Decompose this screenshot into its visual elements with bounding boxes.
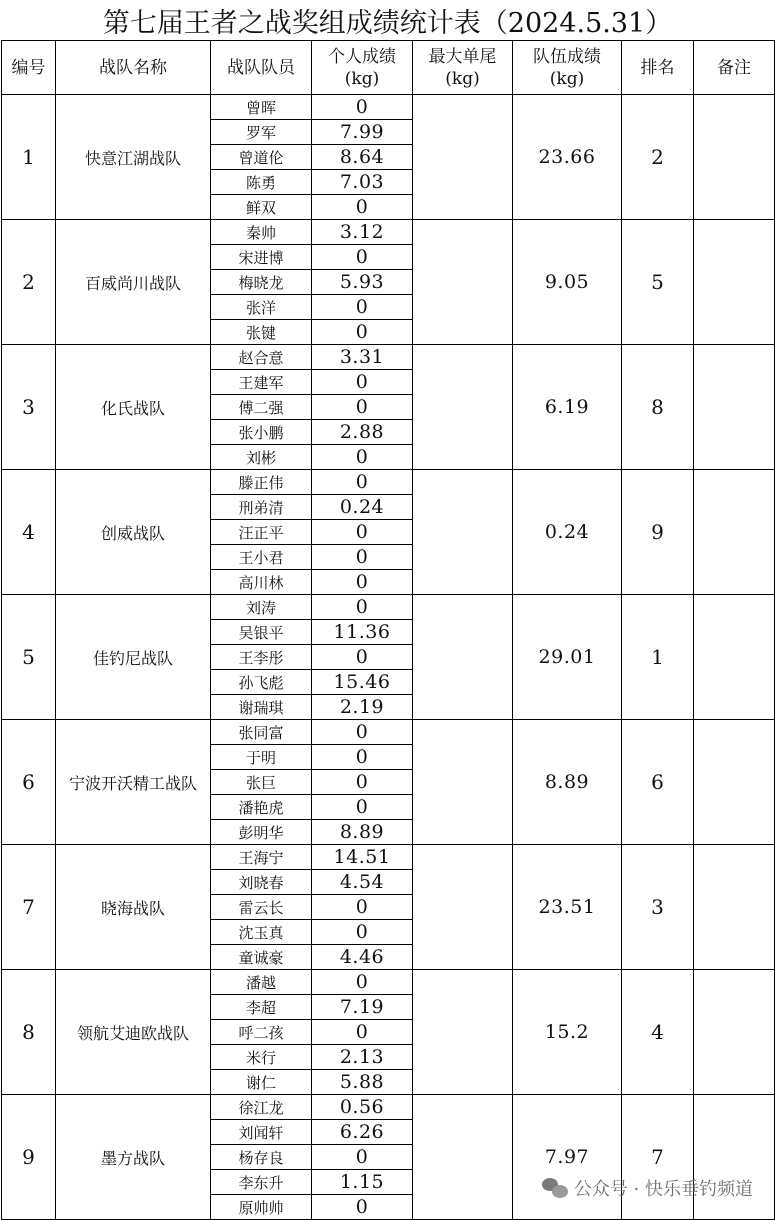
member-name: 原帅帅 xyxy=(211,1195,312,1220)
member-name: 彭明华 xyxy=(211,820,312,845)
team-score: 8.89 xyxy=(513,720,622,845)
member-score: 14.51 xyxy=(312,845,413,870)
team-index: 2 xyxy=(2,220,56,345)
member-name: 傅二强 xyxy=(211,395,312,420)
member-score: 0 xyxy=(312,795,413,820)
team-score: 29.01 xyxy=(513,595,622,720)
wechat-icon xyxy=(542,1178,568,1198)
member-name: 孙飞彪 xyxy=(211,670,312,695)
team-name: 晓海战队 xyxy=(56,845,211,970)
member-name: 王建军 xyxy=(211,370,312,395)
team-rank: 4 xyxy=(622,970,694,1095)
watermark xyxy=(542,1175,753,1201)
member-name: 张洋 xyxy=(211,295,312,320)
remark-cell xyxy=(694,95,775,220)
header-rank: 排名 xyxy=(622,41,694,95)
max-single-cell xyxy=(413,220,513,345)
team-name: 领航艾迪欧战队 xyxy=(56,970,211,1095)
member-name: 呼二孩 xyxy=(211,1020,312,1045)
max-single-cell xyxy=(413,595,513,720)
member-name: 潘越 xyxy=(211,970,312,995)
member-score: 4.54 xyxy=(312,870,413,895)
member-score: 0 xyxy=(312,645,413,670)
member-score: 4.46 xyxy=(312,945,413,970)
max-single-cell xyxy=(413,345,513,470)
member-name: 吴银平 xyxy=(211,620,312,645)
team-score: 15.2 xyxy=(513,970,622,1095)
member-score: 2.19 xyxy=(312,695,413,720)
member-score: 0 xyxy=(312,1020,413,1045)
header-row xyxy=(2,41,775,95)
member-name: 王小君 xyxy=(211,545,312,570)
max-single-cell xyxy=(413,970,513,1095)
remark-cell xyxy=(694,970,775,1095)
member-score: 0.24 xyxy=(312,495,413,520)
header-index: 编号 xyxy=(2,41,56,95)
team-rank: 8 xyxy=(622,345,694,470)
max-single-cell xyxy=(413,845,513,970)
header-personal-score: 个人成绩 (kg) xyxy=(312,41,413,95)
member-name: 于明 xyxy=(211,745,312,770)
member-score: 3.12 xyxy=(312,220,413,245)
max-single-cell xyxy=(413,470,513,595)
table-row xyxy=(2,595,775,620)
member-score: 1.15 xyxy=(312,1170,413,1195)
max-single-cell xyxy=(413,95,513,220)
max-single-cell xyxy=(413,1095,513,1220)
team-name: 宁波开沃精工战队 xyxy=(56,720,211,845)
member-name: 李东升 xyxy=(211,1170,312,1195)
member-name: 陈勇 xyxy=(211,170,312,195)
table-row xyxy=(2,970,775,995)
page-title: 第七届王者之战奖组成绩统计表（2024.5.31） xyxy=(102,7,673,39)
team-index: 3 xyxy=(2,345,56,470)
member-score: 2.13 xyxy=(312,1045,413,1070)
member-score: 8.89 xyxy=(312,820,413,845)
member-score: 3.31 xyxy=(312,345,413,370)
member-score: 0 xyxy=(312,970,413,995)
member-score: 8.64 xyxy=(312,145,413,170)
member-name: 曾道伦 xyxy=(211,145,312,170)
member-name: 张小鹏 xyxy=(211,420,312,445)
team-rank: 9 xyxy=(622,470,694,595)
remark-cell xyxy=(694,345,775,470)
header-remark: 备注 xyxy=(694,41,775,95)
team-name: 佳钓尼战队 xyxy=(56,595,211,720)
member-score: 7.03 xyxy=(312,170,413,195)
member-name: 杨存良 xyxy=(211,1145,312,1170)
member-score: 0 xyxy=(312,195,413,220)
member-name: 谢仁 xyxy=(211,1070,312,1095)
member-name: 徐江龙 xyxy=(211,1095,312,1120)
member-score: 5.93 xyxy=(312,270,413,295)
team-rank: 7 xyxy=(622,1095,694,1220)
member-name: 雷云长 xyxy=(211,895,312,920)
team-index: 8 xyxy=(2,970,56,1095)
header-max-single: 最大单尾 (kg) xyxy=(413,41,513,95)
remark-cell xyxy=(694,220,775,345)
member-score: 0.56 xyxy=(312,1095,413,1120)
header-team-score: 队伍成绩 (kg) xyxy=(513,41,622,95)
member-score: 0 xyxy=(312,445,413,470)
team-score: 0.24 xyxy=(513,470,622,595)
member-score: 15.46 xyxy=(312,670,413,695)
team-index: 9 xyxy=(2,1095,56,1220)
member-score: 0 xyxy=(312,320,413,345)
team-name: 化氏战队 xyxy=(56,345,211,470)
member-name: 刘晓春 xyxy=(211,870,312,895)
member-name: 汪正平 xyxy=(211,520,312,545)
remark-cell xyxy=(694,595,775,720)
member-name: 赵合意 xyxy=(211,345,312,370)
member-name: 梅晓龙 xyxy=(211,270,312,295)
header-members: 战队队员 xyxy=(211,41,312,95)
team-score: 7.97 xyxy=(513,1095,622,1220)
member-name: 鲜双 xyxy=(211,195,312,220)
team-name: 百威尚川战队 xyxy=(56,220,211,345)
member-score: 0 xyxy=(312,920,413,945)
member-score: 0 xyxy=(312,745,413,770)
member-name: 宋进博 xyxy=(211,245,312,270)
member-score: 0 xyxy=(312,595,413,620)
member-score: 0 xyxy=(312,720,413,745)
team-rank: 3 xyxy=(622,845,694,970)
team-rank: 2 xyxy=(622,95,694,220)
member-name: 刘彬 xyxy=(211,445,312,470)
member-name: 秦帅 xyxy=(211,220,312,245)
table-row xyxy=(2,720,775,745)
results-table xyxy=(1,40,775,1220)
member-score: 7.19 xyxy=(312,995,413,1020)
member-score: 0 xyxy=(312,1145,413,1170)
table-row xyxy=(2,95,775,120)
member-score: 0 xyxy=(312,770,413,795)
team-rank: 6 xyxy=(622,720,694,845)
team-index: 7 xyxy=(2,845,56,970)
member-score: 0 xyxy=(312,395,413,420)
member-name: 米行 xyxy=(211,1045,312,1070)
member-score: 0 xyxy=(312,245,413,270)
team-index: 6 xyxy=(2,720,56,845)
member-score: 6.26 xyxy=(312,1120,413,1145)
member-score: 2.88 xyxy=(312,420,413,445)
team-index: 5 xyxy=(2,595,56,720)
member-name: 滕正伟 xyxy=(211,470,312,495)
table-row xyxy=(2,345,775,370)
team-score: 6.19 xyxy=(513,345,622,470)
member-score: 0 xyxy=(312,570,413,595)
team-name: 墨方战队 xyxy=(56,1095,211,1220)
member-name: 童诚豪 xyxy=(211,945,312,970)
member-score: 0 xyxy=(312,95,413,120)
member-name: 沈玉真 xyxy=(211,920,312,945)
remark-cell xyxy=(694,845,775,970)
member-name: 谢瑞琪 xyxy=(211,695,312,720)
member-name: 潘艳虎 xyxy=(211,795,312,820)
member-score: 0 xyxy=(312,470,413,495)
team-index: 1 xyxy=(2,95,56,220)
member-name: 高川林 xyxy=(211,570,312,595)
member-name: 刘涛 xyxy=(211,595,312,620)
team-score: 9.05 xyxy=(513,220,622,345)
member-name: 张同富 xyxy=(211,720,312,745)
team-index: 4 xyxy=(2,470,56,595)
remark-cell xyxy=(694,720,775,845)
team-name: 快意江湖战队 xyxy=(56,95,211,220)
member-name: 张键 xyxy=(211,320,312,345)
member-score: 0 xyxy=(312,520,413,545)
member-score: 7.99 xyxy=(312,120,413,145)
member-score: 5.88 xyxy=(312,1070,413,1095)
watermark-text: 公众号 · 快乐垂钓频道 xyxy=(573,1179,753,1200)
team-score: 23.66 xyxy=(513,95,622,220)
member-score: 0 xyxy=(312,295,413,320)
header-team-name: 战队名称 xyxy=(56,41,211,95)
team-rank: 5 xyxy=(622,220,694,345)
member-name: 罗军 xyxy=(211,120,312,145)
member-name: 李超 xyxy=(211,995,312,1020)
member-name: 刑弟清 xyxy=(211,495,312,520)
member-name: 曾晖 xyxy=(211,95,312,120)
member-score: 0 xyxy=(312,895,413,920)
member-name: 刘闻轩 xyxy=(211,1120,312,1145)
table-body xyxy=(2,41,775,1220)
member-name: 王海宁 xyxy=(211,845,312,870)
member-name: 王李彤 xyxy=(211,645,312,670)
member-score: 0 xyxy=(312,1195,413,1220)
team-score: 23.51 xyxy=(513,845,622,970)
max-single-cell xyxy=(413,720,513,845)
member-score: 0 xyxy=(312,370,413,395)
table-row xyxy=(2,845,775,870)
team-rank: 1 xyxy=(622,595,694,720)
table-row xyxy=(2,1095,775,1120)
table-row xyxy=(2,470,775,495)
member-name: 张巨 xyxy=(211,770,312,795)
remark-cell xyxy=(694,470,775,595)
table-row xyxy=(2,220,775,245)
team-name: 创威战队 xyxy=(56,470,211,595)
member-score: 0 xyxy=(312,545,413,570)
member-score: 11.36 xyxy=(312,620,413,645)
